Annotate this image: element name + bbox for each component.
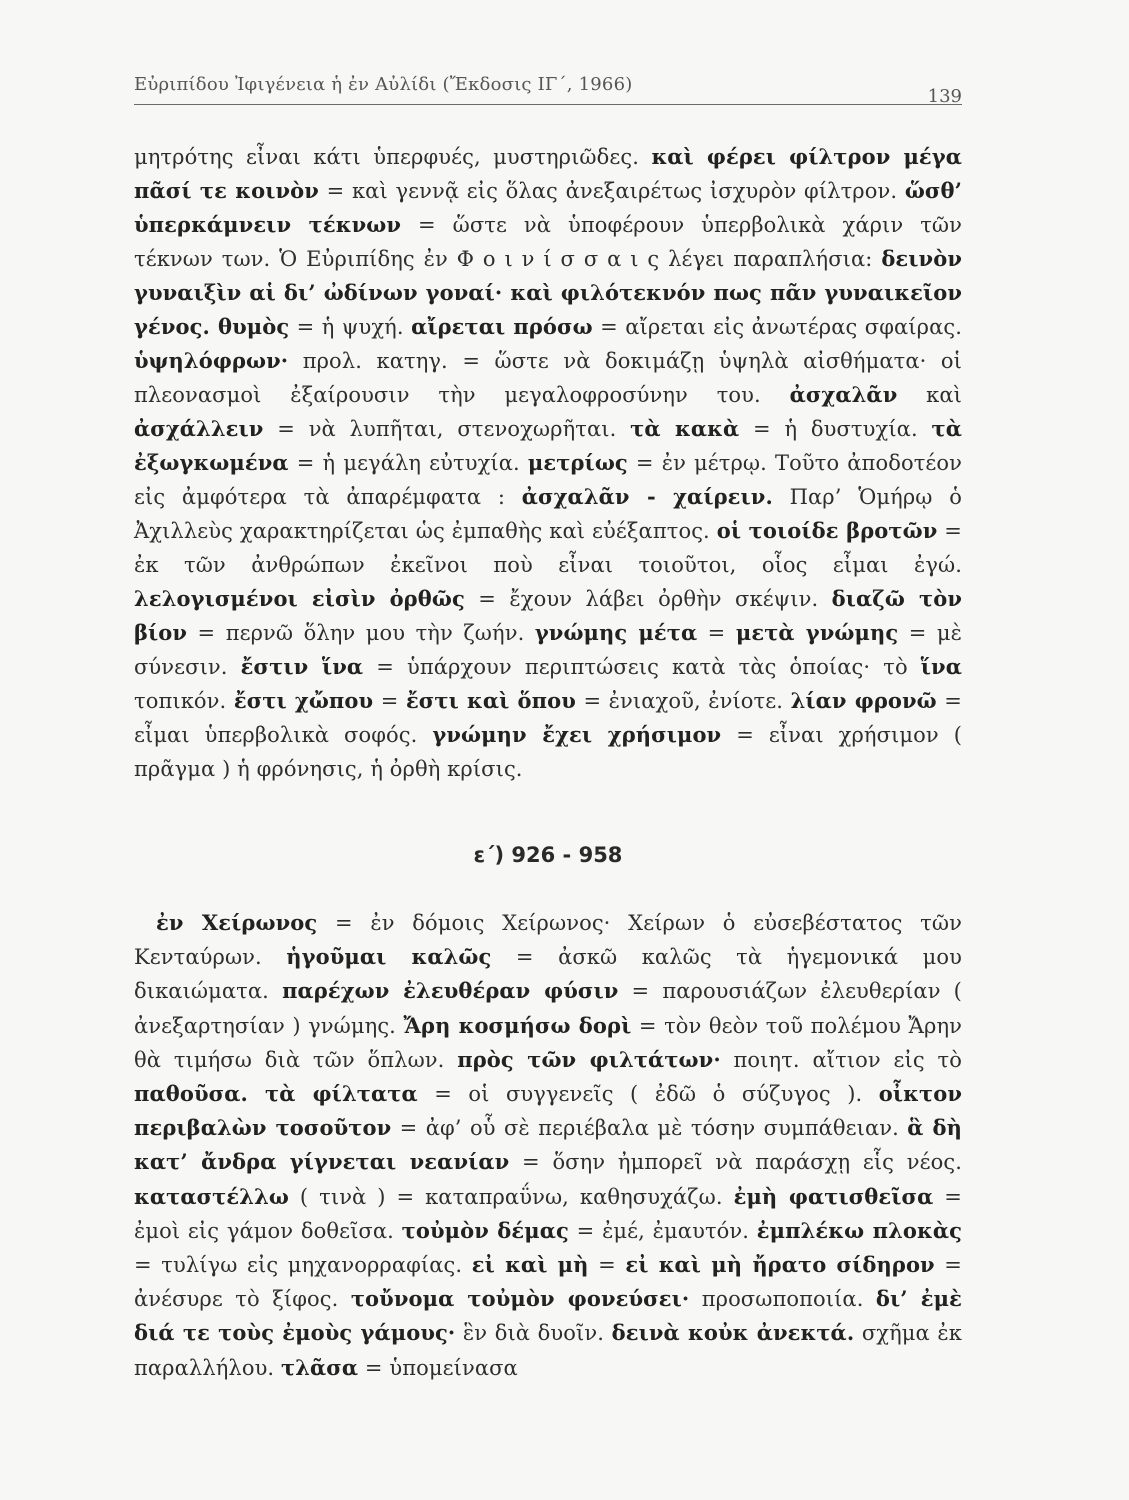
gloss: = [373,689,406,713]
lemma: δι’ ἐμὲ διά τε τοὺς ἐμοὺς γάμους· [134,1286,962,1346]
gloss: ἓν διὰ δυοῖν. [455,1321,612,1346]
lemma: ἀσχαλᾶν - χαίρειν. [521,484,773,509]
gloss: = [697,621,736,645]
gloss: = νὰ λυπῆται, στενοχωρῆται. [263,417,631,441]
lemma: ἐμὴ φατισθεῖσα [733,1183,934,1209]
page-number: 139 [927,86,962,107]
lemma: ἔστι καὶ ὅπου [405,688,576,713]
lemma: πρὸς τῶν φιλτάτων· [457,1046,721,1072]
gloss: = καὶ γεννᾷ εἰς ὅλας ἀνεξαιρέτως ἰσχυρὸν φίλτρον. [318,179,905,203]
lemma: διαζῶ τὸν βίον [134,586,962,645]
lemma: ἡγοῦμαι καλῶς [286,944,492,970]
lemma: λελογισμένοι εἰσὶν ὀρθῶς [134,586,465,611]
lemma: καὶ φέρει φίλτρον μέγα πᾶσί τε κοινὸν [134,144,962,203]
lemma: γνώμης μέτα [534,620,698,645]
gloss: = μὲ σύνεσιν. [134,621,962,679]
lemma: οἶκτον περιβαλὼν τοσοῦτον [134,1081,962,1141]
gloss: = ὑπάρχουν περιπτώσεις κατὰ τὰς ὁποίας· τὸ [363,655,921,679]
gloss: = ἡ ψυχή. [289,315,412,339]
commentary-section-1 [134,140,962,786]
gloss: = περνῶ ὅλην μου τὴν ζωήν. [187,621,535,645]
gloss: = ἀσκῶ καλῶς τὰ ἡγεμονικά μου δικαιώματα. [134,945,962,1004]
gloss: = ἐκ τῶν ἀνθρώπων ἐκεῖνοι ποὺ εἶναι τοιοῦτοι, οἷος εἶμαι ἐγώ. [134,519,962,577]
gloss: = εἶμαι ὑπερβολικὰ σοφός. [134,689,962,747]
lemma: ἵνα [920,654,962,679]
gloss: ποιητ. αἴτιον εἰς τὸ [720,1047,962,1072]
gloss: = ἀνέσυρε τὸ ξίφος. [134,1253,963,1312]
gloss: = ἡ δυστυχία. [739,417,932,441]
lemma: καταστέλλω [134,1183,290,1209]
gloss: = οἱ συγγενεῖς ( ἐδῶ ὁ σύζυγος ). [417,1082,879,1107]
lemma: ὑψηλόφρων· [134,348,289,373]
gloss: Παρ’ Ὁμήρῳ ὁ Ἀχιλλεὺς χαρακτηρίζεται ὡς ἐμπαθὴς καὶ εὐέξαπτος. [134,485,962,543]
lemma: ὥσθ’ ὑπερκάμνειν τέκνων [134,178,963,237]
paragraph [134,906,962,1385]
lemma: τοὔνομα τοὐμὸν φονεύσει· [350,1286,690,1312]
gloss: = ὑπομείνασα [358,1355,518,1380]
gloss: τοπικόν. [134,689,234,713]
gloss: = ὅσην ἠμπορεῖ νὰ παράσχῃ εἷς νέος. [509,1150,962,1175]
gloss: = παρουσιάζων ἐλευθερίαν ( ἀνεξαρτησίαν ) γνώμης. [134,979,962,1038]
gloss: = ἐν δόμοις Χείρωνος· Χείρων ὁ εὐσεβέστατος τῶν Κενταύρων. [134,911,962,970]
gloss: = ἡ μεγάλη εὐτυχία. [288,451,528,475]
gloss: = ἐν μέτρῳ. Τοῦτο ἀποδοτέον εἰς ἀμφότερα τὰ ἀπαρέμφατα : [134,451,962,509]
lemma: γνώμην ἔχει χρήσιμον [432,722,722,747]
lemma: δεινὰ κοὐκ ἀνεκτά. [611,1320,855,1346]
lemma: μετὰ γνώμης [735,620,899,645]
gloss: = τυλίγω εἰς μηχανορραφίας. [134,1253,472,1278]
gloss: μητρότης εἶναι κάτι ὑπερφυές, μυστηριῶδες. [134,145,652,169]
lemma: αἴρεται πρόσω [411,314,593,339]
gloss: = [588,1253,626,1278]
gloss: προλ. κατηγ. = ὥστε νὰ δοκιμάζῃ ὑψηλὰ αἰσθήματα· οἱ πλεονασμοὶ ἐξαίρουσιν τὴν μεγαλοφροσύνην του. [134,349,962,407]
lemma: ἐν Χείρωνος [156,910,318,935]
lemma: τὰ κακὰ [630,416,740,441]
lemma: οἱ τοιοίδε βροτῶν [716,518,938,543]
lemma: παθοῦσα. τὰ φίλτατα [134,1081,418,1107]
gloss: = ἔχουν λάβει ὀρθὴν σκέψιν. [464,587,832,611]
lemma: εἰ καὶ μὴ ἤρατο σίδηρον [625,1252,935,1278]
lemma: ἐμπλέκω πλοκὰς [756,1217,962,1243]
gloss: = ἐμοὶ εἰς γάμον δοθεῖσα. [134,1184,962,1243]
lemma: ἀσχάλλειν [134,416,264,441]
running-head: Εὐριπίδου Ἰφιγένεια ἡ ἐν Αὐλίδι (Ἔκδοσις ΙΓ΄, 1966) [134,74,633,95]
lemma: ἃ δὴ κατ’ ἄνδρα γίγνεται νεανίαν [134,1115,962,1175]
gloss: καὶ [897,383,962,407]
gloss: προσωποποιία. [689,1287,876,1312]
lemma: Ἄρη κοσμήσω δορὶ [403,1012,632,1038]
paragraph [134,140,962,786]
lemma: δεινὸν γυναιξὶν αἱ δι’ ὠδίνων γοναί· καὶ φιλότεκνόν πως πᾶν γυναικεῖον γένος. θυμὸς [134,246,962,339]
lemma: τοὐμὸν δέμας [401,1217,569,1243]
commentary-section-2 [134,906,962,1385]
gloss: = ἐνιαχοῦ, ἐνίοτε. [575,689,791,713]
lemma: ἔστιν ἵνα [240,654,364,679]
lemma: παρέχων ἐλευθέραν φύσιν [282,978,619,1004]
page-header [134,64,962,105]
gloss: = ἀφ’ οὗ σὲ περιέβαλα μὲ τόσην συμπάθειαν. [391,1116,908,1141]
section-heading: ε΄) 926 - 958 [473,843,623,867]
lemma: λίαν φρονῶ [790,688,937,713]
gloss: ( τινὰ ) = καταπραΰνω, καθησυχάζω. [289,1184,734,1209]
lemma: εἰ καὶ μὴ [471,1252,589,1278]
gloss: = ὥστε νὰ ὑποφέρουν ὑπερβολικὰ χάριν τῶν τέκνων των. Ὁ Εὐριπίδης ἐν Φ ο ι ν ί σ σ α ι ς λέγει παραπλήσια: [134,213,962,271]
gloss: σχῆμα ἐκ παραλλήλου. [134,1321,962,1380]
lemma: μετρίως [527,450,628,475]
lemma: τὰ ἐξωγκωμένα [134,416,962,475]
gloss: = εἶναι χρήσιμον ( πρᾶγμα ) ἡ φρόνησις, ἡ ὀρθὴ κρίσις. [134,723,962,781]
gloss: = ἐμέ, ἐμαυτόν. [568,1218,757,1243]
gloss: = αἴρεται εἰς ἀνωτέρας σφαίρας. [592,315,962,339]
lemma: ἀσχαλᾶν [789,382,898,407]
lemma: ἔστι χὤπου [233,688,374,713]
lemma: τλᾶσα [280,1354,359,1380]
gloss: = τὸν θεὸν τοῦ πολέμου Ἄρην θὰ τιμήσω διὰ τῶν ὅπλων. [134,1013,962,1072]
